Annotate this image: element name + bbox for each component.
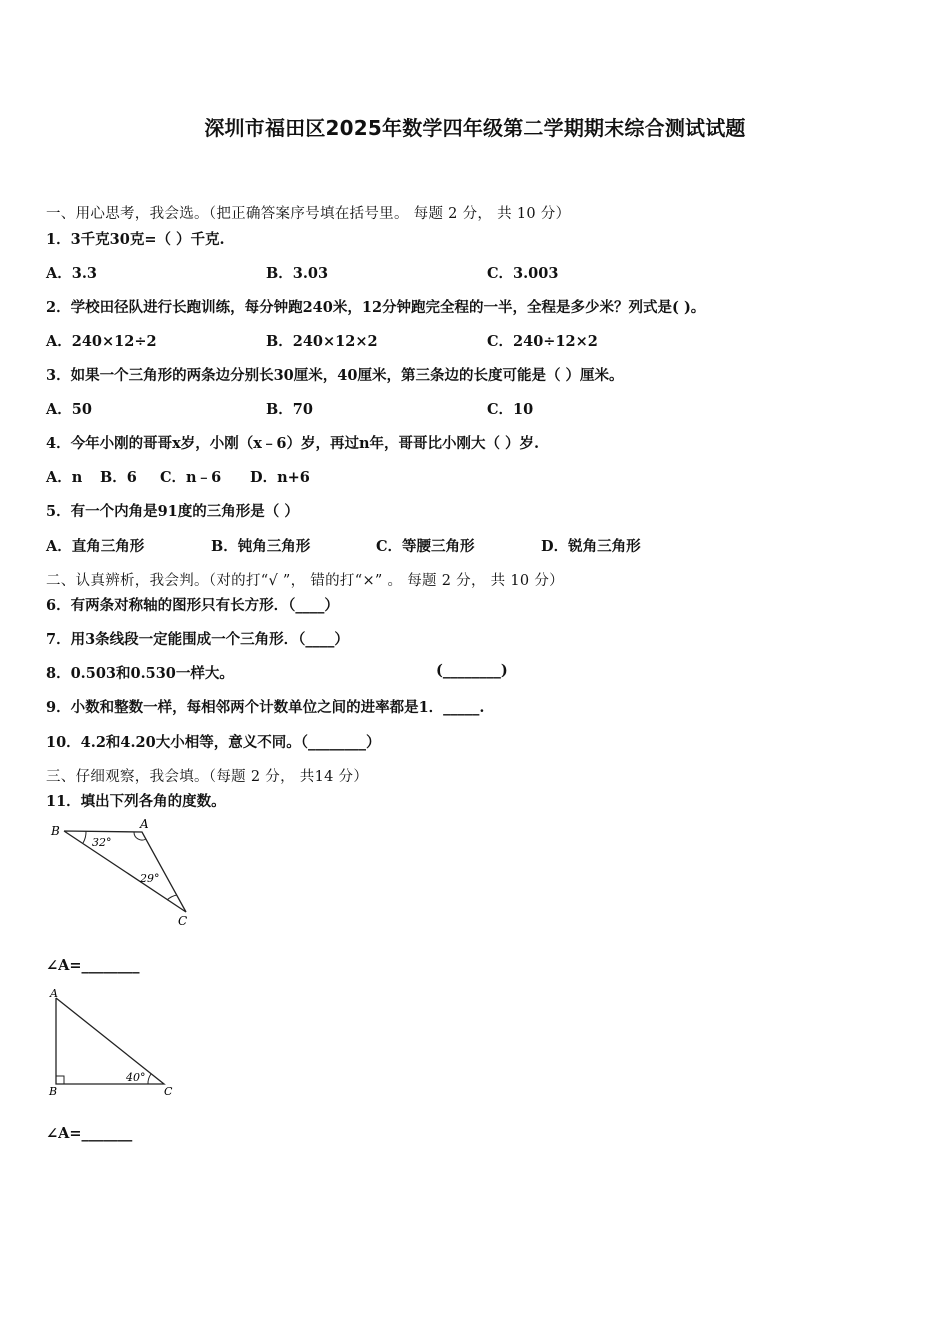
q5-option-a: A．直角三角形 <box>46 538 145 555</box>
question-7: 7．用3条线段一定能围成一个三角形．（____） <box>46 631 349 648</box>
question-11: 11．填出下列各角的度数。 <box>46 793 226 810</box>
vertex-label-b: B <box>51 824 60 838</box>
answer-angle-a-1: ∠A=________ <box>46 957 140 974</box>
q4-option-a: A．n <box>46 469 83 486</box>
question-4: 4．今年小刚的哥哥x岁，小刚（x﹣6）岁，再过n年，哥哥比小刚大（ ）岁. <box>46 435 540 452</box>
q8-answer-blank: (________) <box>436 662 508 679</box>
angle-b-value: 32° <box>92 836 112 849</box>
q2-option-c: C．240÷12×2 <box>487 333 598 350</box>
vertex-label-c: C <box>178 914 188 928</box>
question-1: 1．3千克30克=（ ）千克. <box>46 231 225 248</box>
q4-option-c: C．n﹣6 <box>160 469 222 486</box>
q3-option-c: C．10 <box>487 401 534 418</box>
vertex-label-a: A <box>140 817 149 831</box>
angle-b-arc <box>83 831 86 843</box>
q2-option-a: A．240×12÷2 <box>46 333 157 350</box>
question-6: 6．有两条对称轴的图形只有长方形．（____） <box>46 597 339 614</box>
q4-option-d: D．n+6 <box>250 469 310 486</box>
section-1-heading: 一、用心思考，我会选。（把正确答案序号填在括号里。 每题 2 分， 共 10 分） <box>46 206 571 222</box>
question-10: 10．4.2和4.20大小相等，意义不同。（________） <box>46 734 381 751</box>
triangle-figure-1 <box>46 815 196 935</box>
question-2: 2．学校田径队进行长跑训练，每分钟跑240米，12分钟跑完全程的一半，全程是多少米？列式是( )。 <box>46 299 706 316</box>
question-9: 9．小数和整数一样，每相邻两个计数单位之间的进率都是1．_____. <box>46 699 485 716</box>
page-title: 深圳市福田区2025年数学四年级第二学期期末综合测试试题 <box>204 116 746 140</box>
vertex-label-c2: C <box>164 1085 173 1098</box>
q3-option-a: A．50 <box>46 401 92 418</box>
q1-option-a: A．3.3 <box>46 265 97 282</box>
angle-c2-arc <box>148 1074 151 1084</box>
section-2-heading: 二、认真辨析，我会判。（对的打“√ ”， 错的打“×” 。 每题 2 分， 共 10 分） <box>46 573 564 589</box>
angle-c-arc <box>167 895 177 900</box>
q5-option-d: D．锐角三角形 <box>541 538 641 555</box>
q3-option-b: B．70 <box>266 401 313 418</box>
triangle-figure-2 <box>46 985 186 1100</box>
right-angle-mark <box>56 1076 64 1084</box>
answer-angle-a-2: ∠A=_______ <box>46 1125 133 1142</box>
angle-c-value: 29° <box>140 872 160 885</box>
q4-option-b: B．6 <box>100 469 137 486</box>
vertex-label-a2: A <box>50 987 58 1000</box>
q1-option-c: C．3.003 <box>487 265 559 282</box>
section-3-heading: 三、仔细观察，我会填。（每题 2 分， 共14 分） <box>46 769 369 785</box>
q5-option-c: C．等腰三角形 <box>376 538 475 555</box>
question-5: 5．有一个内角是91度的三角形是（ ） <box>46 503 299 520</box>
q1-option-b: B．3.03 <box>266 265 329 282</box>
vertex-label-b2: B <box>49 1085 58 1098</box>
question-8: 8．0.503和0.530一样大。 <box>46 665 234 682</box>
q5-option-b: B．钝角三角形 <box>211 538 311 555</box>
question-3: 3．如果一个三角形的两条边分别长30厘米，40厘米，第三条边的长度可能是（ ）厘米。 <box>46 367 624 384</box>
triangle-2-edges <box>56 998 164 1084</box>
q2-option-b: B．240×12×2 <box>266 333 378 350</box>
angle-c2-value: 40° <box>126 1071 146 1084</box>
